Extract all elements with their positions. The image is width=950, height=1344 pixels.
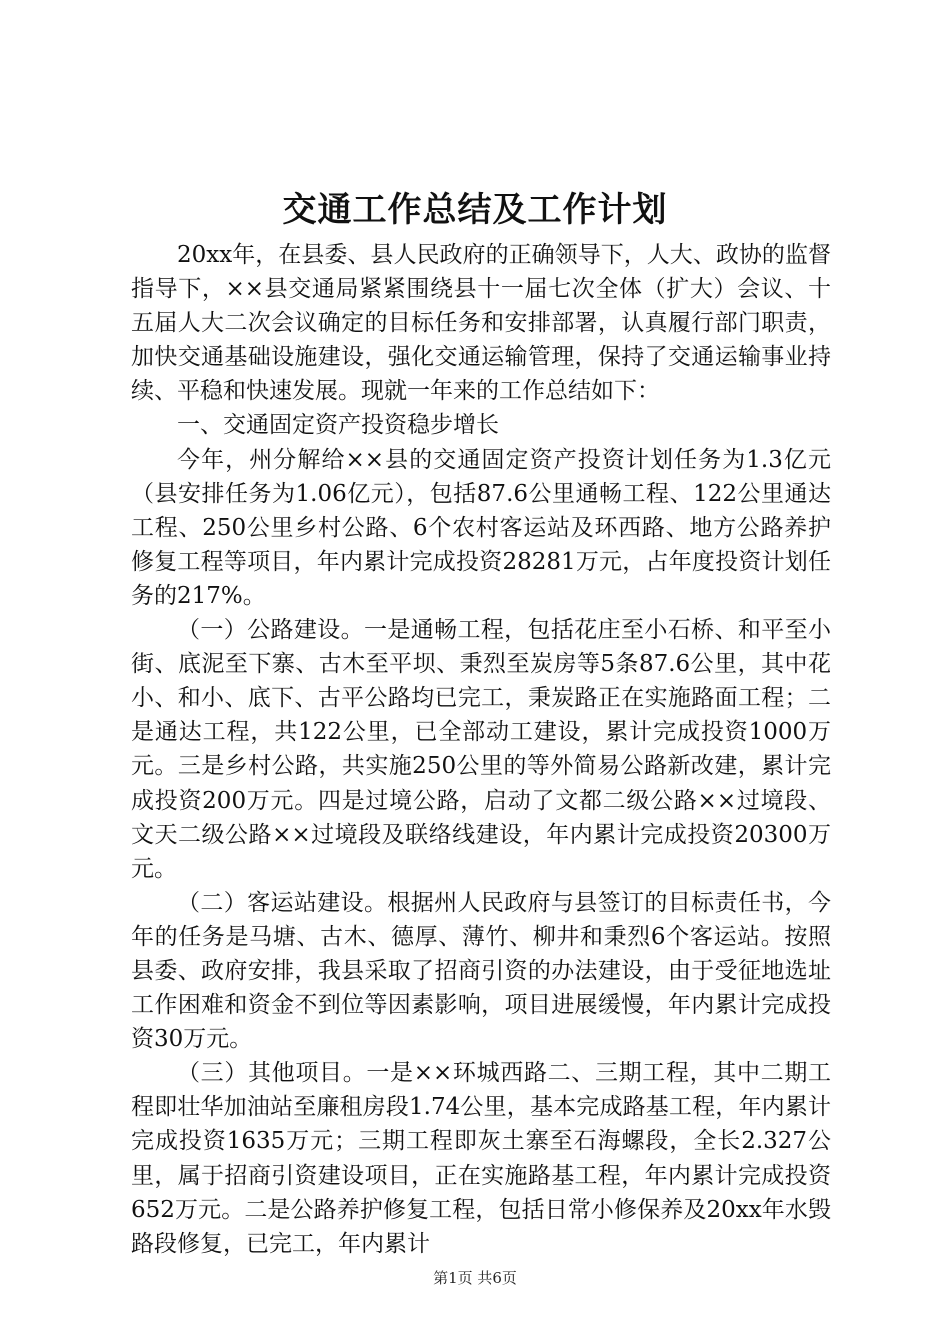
section-heading-1: 一、交通固定资产投资稳步增长: [177, 412, 499, 439]
paragraph-bus-station: （二）客运站建设。根据州人民政府与县签订的目标责任书，今年的任务是马塘、古木、德厚、薄竹、柳井和秉烈6个客运站。按照县委、政府安排，我县采取了招商引资的办法建设，由于受征地选址工作困难和资金不到位等因素影响，项目进展缓慢，年内累计完成投资30万元。: [131, 889, 831, 1053]
paragraph-investment: 今年，州分解给××县的交通固定资产投资计划任务为1.3亿元（县安排任务为1.06亿元），包括87.6公里通畅工程、122公里通达工程、250公里乡村公路、6个农村客运站及环西路、地方公路养护修复工程等项目，年内累计完成投资28281万元，占年度投资计划任务的217%。: [131, 446, 831, 609]
document-title: 交通工作总结及工作计划: [282, 190, 668, 230]
paragraph-intro: 20xx年，在县委、县人民政府的正确领导下，人大、政协的监督指导下，××县交通局紧紧围绕县十一届七次全体（扩大）会议、十五届人大二次会议确定的目标任务和安排部署，认真履行部门职责，加快交通基础设施建设，强化交通运输管理，保持了交通运输事业持续、平稳和快速发展。现就一年来的工作总结如下：: [131, 242, 831, 405]
paragraph-other-projects: （三）其他项目。一是××环城西路二、三期工程，其中二期工程即壮华加油站至廉租房段1.74公里，基本完成路基工程，年内累计完成投资1635万元；三期工程即灰土寨至石海螺段，全长2.327公里，属于招商引资建设项目，正在实施路基工程，年内累计完成投资652万元。二是公路养护修复工程，包括日常小修保养及20xx年水毁路段修复，已完工，年内累计: [131, 1060, 831, 1257]
page-number-footer: 第1页 共6页: [433, 1269, 517, 1287]
document-body: [131, 238, 831, 1261]
paragraph-road-construction: （一）公路建设。一是通畅工程，包括花庄至小石桥、和平至小街、底泥至下寨、古木至平坝、秉烈至炭房等5条87.6公里，其中花小、和小、底下、古平公路均已完工，秉炭路正在实施路面工程；二是通达工程，共122公里，已全部动工建设，累计完成投资1000万元。三是乡村公路，共实施250公里的等外简易公路新改建，累计完成投资200万元。四是过境公路，启动了文都二级公路××过境段、文天二级公路××过境段及联络线建设，年内累计完成投资20300万元。: [131, 617, 831, 882]
